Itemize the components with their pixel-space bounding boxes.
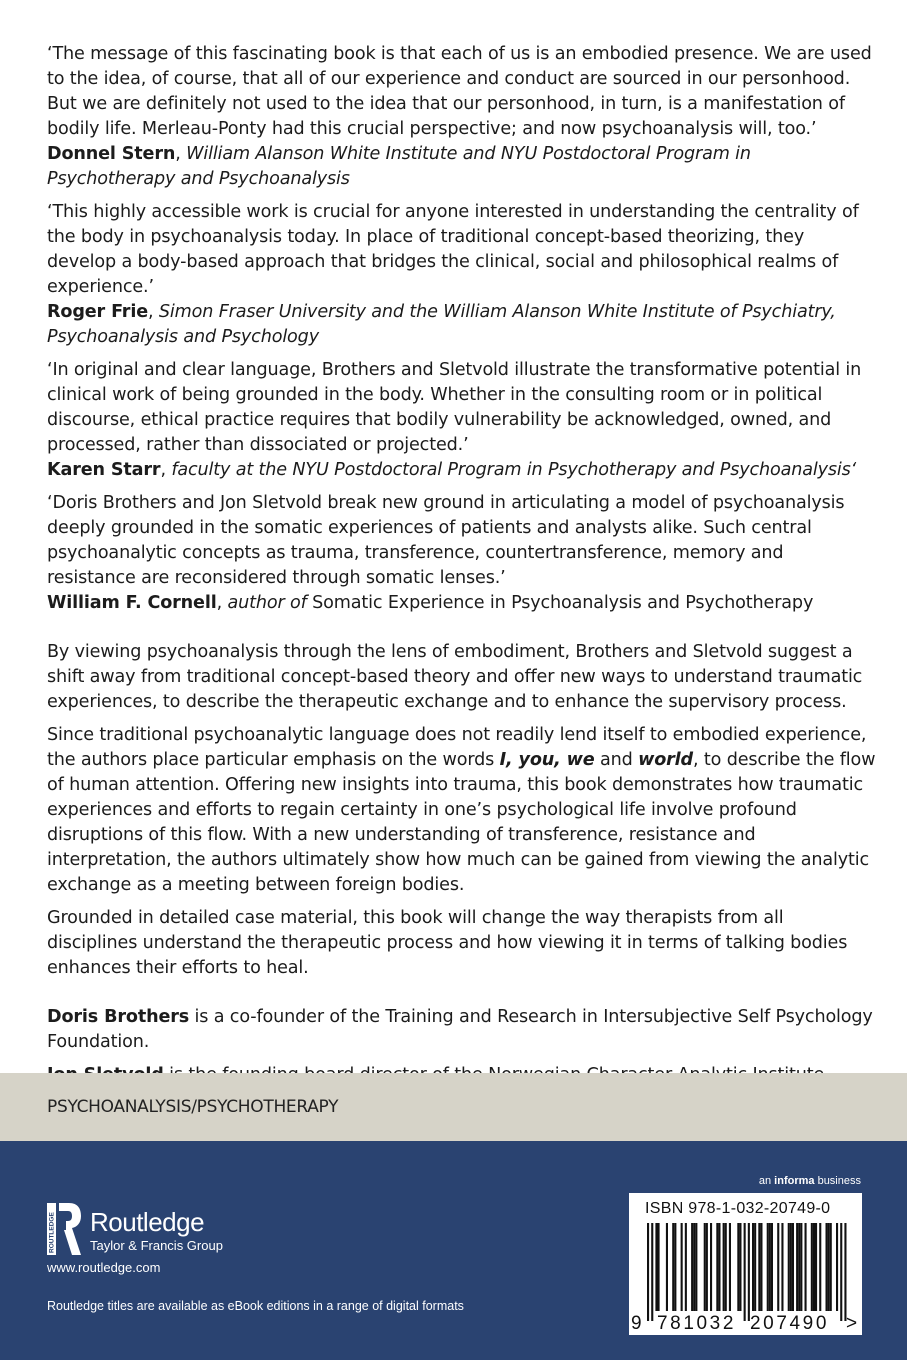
barcode-bar (796, 1223, 798, 1311)
barcode-bar (798, 1223, 800, 1311)
endorsement-attribution: Donnel Stern, William Alanson White Institute and NYU Postdoctoral Program in Psychotherapy and Psychoanalysis (47, 144, 751, 189)
barcode-bar (805, 1223, 807, 1311)
barcode-bar (658, 1223, 660, 1311)
barcode-bars (647, 1223, 847, 1321)
barcode-digit-first: 9 (631, 1313, 642, 1334)
endorsement (47, 491, 877, 616)
endorser-name: William F. Cornell (47, 593, 217, 613)
barcode-bar (771, 1223, 773, 1311)
logo-vertical-text: ROUTLEDGE (48, 1212, 56, 1253)
barcode-bar (704, 1223, 706, 1311)
barcode-bar (800, 1223, 802, 1311)
barcode-quiet-mark: > (846, 1313, 858, 1334)
endorsement-quote: ‘Doris Brothers and Jon Sletvold break new ground in articulating a model of psychoanalysis deeply grounded in the somatic experiences of patients and analysts alike. Such central psychoanalytic concepts as trauma, transference, countertransference, memory and resistance are reconsidered through somatic lenses.’ (47, 493, 845, 588)
emphasis-word-world: world (638, 750, 694, 770)
barcode-bar (737, 1223, 739, 1311)
description-paragraph: Grounded in detailed case material, this book will change the way therapists from all disciplines understand the therapeutic process and how viewing it in terms of talking bodies enhances their efforts to heal. (47, 908, 848, 978)
barcode-bar (836, 1223, 838, 1311)
endorsement-attribution: Roger Frie, Simon Fraser University and the William Alanson White Institute of Psychiatry, Psychoanalysis and Psychology (47, 302, 836, 347)
barcode-bar (840, 1223, 842, 1321)
barcode-bar (744, 1223, 746, 1321)
informa-business-tag (759, 1175, 861, 1187)
endorser-name: Karen Starr (47, 460, 161, 480)
barcode-bar (813, 1223, 815, 1311)
barcode-bar (725, 1223, 727, 1311)
barcode-bar (691, 1223, 693, 1311)
barcode-bar (718, 1223, 720, 1311)
endorsement-attribution: Karen Starr, faculty at the NYU Postdoctoral Program in Psychotherapy and Psychoanalysis‘ (47, 460, 857, 480)
barcode-bar (758, 1223, 760, 1311)
barcode-bar (844, 1223, 846, 1321)
barcode-bar (706, 1223, 708, 1311)
endorsement-quote: ‘The message of this fascinating book is that each of us is an embodied presence. We are used to the idea, of course, that all of our experience and conduct are sourced in our personhood. But we are definitely not used to the idea that our personhood, in turn, is a manifestation of bodily life. Merleau-Ponty had this crucial perspective; and now psychoanalysis will, too.’ (47, 44, 872, 139)
barcode-bar (767, 1223, 769, 1311)
description-text: , to describe the flow of human attention. Offering new insights into trauma, this book demonstrates how traumatic experiences and efforts to regain certainty in one’s psychological life involve profound disruptions of this flow. With a new understanding of transference, resistance and interpretation, the authors ultimately show how much can be gained from viewing the analytic exchange as a meeting between foreign bodies. (47, 750, 876, 895)
barcode-bar (811, 1223, 813, 1311)
author-name: Doris Brothers (47, 1007, 190, 1027)
barcode-bar (754, 1223, 756, 1311)
barcode-bar (790, 1223, 792, 1311)
barcode-bar (792, 1223, 794, 1311)
barcode-bar (752, 1223, 754, 1311)
endorser-book-title: Somatic Experience in Psychoanalysis and Psychotherapy (312, 593, 814, 613)
informa-prefix: an (758, 1175, 775, 1187)
barcode-bar (760, 1223, 762, 1311)
barcode-bar (769, 1223, 771, 1311)
barcode-bar (819, 1223, 821, 1311)
endorsement (47, 358, 877, 483)
endorsement-quote: ‘This highly accessible work is crucial for anyone interested in understanding the centrality of the body in psychoanalysis today. In place of traditional concept-based theorizing, they develop a body-based approach that bridges the clinical, social and philosophical realms of experience.’ (47, 202, 859, 297)
informa-suffix: business (814, 1175, 861, 1187)
barcode-bar (681, 1223, 683, 1311)
description-paragraph (47, 723, 877, 898)
barcode-bar (723, 1223, 725, 1311)
endorsement (47, 200, 877, 350)
barcode-bar (815, 1223, 817, 1311)
emphasis-words: I, you, we (499, 750, 595, 770)
barcode-bar (655, 1223, 657, 1311)
barcode-bar (651, 1223, 653, 1321)
barcode-bar (693, 1223, 695, 1311)
publisher-footer (0, 1141, 907, 1360)
endorsement-attribution: William F. Cornell, author of Somatic Experience in Psychoanalysis and Psychotherapy (47, 593, 814, 613)
barcode-bar (716, 1223, 718, 1311)
barcode-bar (672, 1223, 674, 1311)
subject-category-band (0, 1073, 907, 1141)
barcode-bar (826, 1223, 828, 1311)
barcode-bar (828, 1223, 830, 1311)
barcode-bar (647, 1223, 649, 1321)
endorsement-quote: ‘In original and clear language, Brothers and Sletvold illustrate the transformative potential in clinical work of being grounded in the body. Whether in the consulting room or in political discourse, ethical practice requires that bodily vulnerability be acknowledged, owned, and processed, rather than dissociated or projected.’ (47, 360, 862, 455)
barcode-bar (739, 1223, 741, 1311)
description-paragraph: By viewing psychoanalysis through the lens of embodiment, Brothers and Sletvold suggest a shift away from traditional concept-based theory and offer new ways to understand traumatic experiences, to describe the therapeutic exchange and to enhance the supervisory process. (47, 642, 863, 712)
book-description (47, 640, 877, 981)
barcode-bar (748, 1223, 750, 1321)
author-bio (47, 1005, 877, 1055)
barcode-bar (695, 1223, 697, 1311)
publisher-name: Routledge (90, 1207, 205, 1237)
barcode-bar (781, 1223, 783, 1311)
endorser-name: Donnel Stern (47, 144, 176, 164)
isbn-number: ISBN 978-1-032-20749-0 (645, 1200, 831, 1217)
description-text: Since traditional psychoanalytic language does not readily lend itself to embodied experience, the authors place particular emphasis on the words (47, 725, 867, 770)
isbn-barcode (629, 1193, 862, 1335)
publisher-group: Taylor & Francis Group (90, 1238, 223, 1253)
endorsement (47, 42, 877, 192)
publisher-website[interactable]: www.routledge.com (47, 1260, 161, 1275)
barcode-bar (674, 1223, 676, 1311)
barcode-bar (710, 1223, 712, 1311)
barcode-bar (729, 1223, 731, 1311)
endorser-affiliation-prefix: author of (227, 593, 307, 613)
back-cover-text (47, 42, 877, 1096)
barcode-bar (777, 1223, 779, 1311)
informa-brand: informa (774, 1175, 815, 1187)
barcode-digits-left: 781032 (657, 1313, 737, 1334)
barcode-bar (788, 1223, 790, 1311)
barcode-digits-right: 207490 (750, 1313, 830, 1334)
barcode-bar (685, 1223, 687, 1311)
ebook-availability-note: Routledge titles are available as eBook editions in a range of digital formats (47, 1299, 464, 1313)
routledge-logo-icon (47, 1203, 81, 1255)
endorser-name: Roger Frie (47, 302, 148, 322)
endorser-affiliation: Simon Fraser University and the William Alanson White Institute of Psychiatry, Psychoanalysis and Psychology (47, 302, 836, 347)
barcode-bar (830, 1223, 832, 1311)
endorser-affiliation: faculty at the NYU Postdoctoral Program in Psychotherapy and Psychoanalysis‘ (171, 460, 857, 480)
subject-category: PSYCHOANALYSIS/PSYCHOTHERAPY (47, 1097, 339, 1117)
barcode-bar (666, 1223, 668, 1311)
author-bio-text: is a co-founder of the Training and Research in Intersubjective Self Psychology Foundation. (47, 1007, 873, 1052)
description-text: and (594, 750, 639, 770)
endorser-affiliation: William Alanson White Institute and NYU Postdoctoral Program in Psychotherapy and Psychoanalysis (47, 144, 751, 189)
